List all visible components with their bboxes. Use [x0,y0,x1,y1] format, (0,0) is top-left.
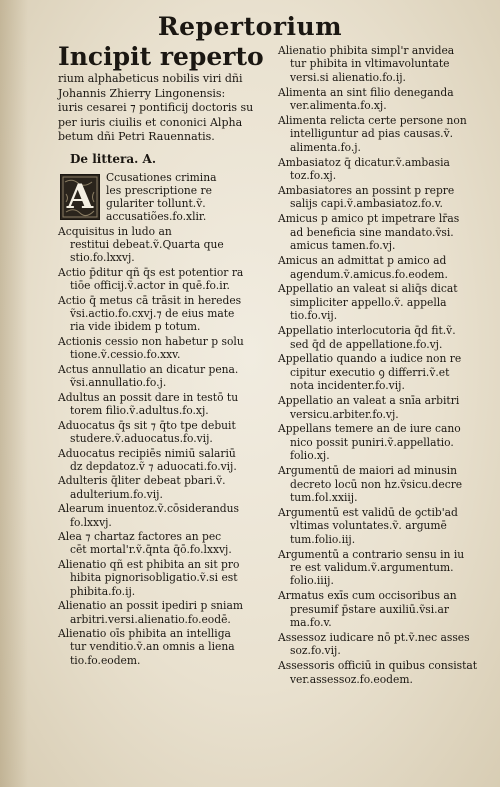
index-entry [278,44,484,84]
entry-line: tiōe officij.ṽ.actor in quē.fo.ir. [70,279,230,293]
decorated-initial [60,174,100,220]
entry-line: Alienatio an possit ipediri p sniam [58,599,243,613]
entry-line: intelliguntur ad pias causas.ṽ. [290,127,454,141]
entry-line: ad beneficia sine mandato.ṽsi. [290,225,454,239]
index-entry [58,171,270,224]
index-entry [278,589,484,629]
index-entry [58,294,270,334]
intro-line: rium alphabeticus nobilis viri dñi [58,72,243,85]
entry-line: Acquisitus in ludo an [58,224,172,238]
entry-line: Actionis cessio non habetur p solu [58,334,244,348]
entry-line: Actus annullatio an dicatur pena. [58,362,239,376]
left-entries [58,171,270,667]
index-entry [58,335,270,361]
entry-line: Alimenta relicta certe persone non [278,114,467,128]
entry-line: Alearum inuentoz.ṽ.cōsiderandus [58,502,240,516]
index-entry [278,548,484,588]
entry-line: Actio q̄ metus cā trāsit in heredes [58,293,242,307]
entry-line: Appellatio an valeat a snīa arbitri [278,394,460,408]
entry-line: re est validum.ṽ.argumentum. [290,561,454,575]
entry-line: tum.fol.xxiij. [290,491,358,504]
entry-line: Alea ⁊ chartaz factores an pec [58,530,222,544]
entry-line: Appellatio an valeat si aliq̄s dicat [278,282,458,296]
entry-line: tum.folio.iij. [290,532,356,546]
right-entries [278,44,484,686]
entry-line: Alienatio phibita simpl'r anvidea [278,44,455,57]
incipit-intro [58,72,270,145]
index-entry [58,266,270,292]
entry-line: Ambasiatoz q̄ dicatur.ṽ.ambasia [278,155,450,169]
index-entry [58,363,270,389]
entry-line: Armatus exīs cum occisoribus an [278,589,457,603]
entry-line: simpliciter appello.ṽ. appella [290,295,447,309]
index-entry [278,506,484,546]
index-entry [278,254,484,281]
intro-line: betum dñi Petri Rauennatis. [58,130,215,143]
entry-line: ver.assessoz.fo.eodem. [290,672,413,686]
entry-line: toz.fo.xj. [290,169,337,183]
entry-line: cēt mortal'r.ṽ.q̄nta q̄ō.fo.lxxvj. [70,543,232,557]
index-entry [278,464,484,504]
entry-line: versi.si alienatio.fo.ij. [290,70,406,84]
index-entry [278,631,484,658]
entry-line: tur venditio.ṽ.an omnis a liena [70,640,235,654]
entry-line: tio.fo.vij. [290,309,338,323]
entry-line: amicus tamen.fo.vj. [290,239,396,253]
entry-line: folio.xj. [290,449,330,463]
entry-line: Ambasiatores an possint p repre [278,184,455,198]
section-heading: De littera. A. [70,151,156,166]
entry-line: decreto locū non hz.ṽsicu.decre [290,477,463,491]
entry-line: soz.fo.vij. [290,644,341,658]
index-entry [58,530,270,556]
index-entry [58,419,270,445]
entry-line: nico possit puniri.ṽ.appellatio. [290,435,454,449]
entry-line: Aduocatus q̄s sit ⁊ q̄to tpe debuit [58,418,236,432]
entry-line: ria vide ibidem p totum. [70,320,201,334]
running-head: Repertorium [157,12,343,41]
entry-line: tur phibita in vltimavoluntate [290,57,450,71]
index-entry [278,659,484,686]
entry-line: Assessoz iudicare nō pt.ṽ.nec asses [278,631,470,645]
index-entry [278,114,484,154]
index-entry [278,184,484,211]
index-entry [278,422,484,462]
index-entry [278,394,484,421]
entry-line: Appellatio quando a iudice non re [278,352,462,366]
entry-line: vltimas voluntates.ṽ. argumē [290,519,447,533]
entry-line: ver.alimenta.fo.xj. [290,99,387,113]
entry-line: fo.lxxvj. [70,515,112,529]
entry-line: Alimenta an sint filio deneganda [278,85,454,99]
entry-line: salijs capi.ṽ.ambasiatoz.fo.v. [290,197,443,211]
initial-letter: A [66,176,94,217]
entry-line: presumif p̄stare auxiliū.ṽsi.ar [290,602,450,616]
entry-line: les prescriptione re [106,183,212,197]
index-entry [278,212,484,252]
entry-line: Argumentū est validū de ꝯctib'ad [278,505,458,519]
index-entry [278,86,484,113]
index-entry [58,627,270,667]
entry-line: gulariter tollunt.ṽ. [106,196,206,210]
index-entry [58,391,270,417]
entry-line: studere.ṽ.aduocatus.fo.vij. [70,431,213,445]
index-entry [58,502,270,528]
entry-line: cipitur executio ꝯ differri.ṽ.et [290,365,450,379]
entry-line: versicu.arbiter.fo.vj. [290,407,399,421]
entry-line: restitui debeat.ṽ.Quarta que [70,238,224,252]
entry-line: adulterium.fo.vij. [70,487,163,501]
index-entry [58,225,270,265]
intro-line: per iuris ciuilis et cononici Alpha [58,115,243,129]
entry-line: Aduocatus recipiēs nimiū salariū [58,446,236,460]
index-entry [278,352,484,392]
entry-line: arbitri.versi.alienatio.fo.eodē. [70,612,231,626]
entry-line: accusatiões.fo.xlir. [106,210,207,224]
entry-line: Amicus an admittat p amico ad [278,254,447,268]
entry-line: Actio p̄ditur qñ q̄s est potentior ra [58,265,244,279]
entry-line: Adultus an possit dare in testō tu [58,390,239,404]
index-entry [278,282,484,322]
entry-line: tione.ṽ.cessio.fo.xxv. [70,348,181,362]
intro-line: Johannis Zhierry Lingonensis: [58,86,226,100]
entry-line: dz depdatoz.ṽ ⁊ aduocati.fo.vij. [70,459,237,473]
entry-line: Argumentū a contrario sensu in iu [278,547,465,561]
entry-line: Appellans temere an de iure cano [278,422,461,436]
index-entry [58,558,270,598]
entry-line: sed q̄d de appellatione.fo.vj. [290,337,443,351]
index-entry [58,599,270,625]
entry-line: Argumentū de maiori ad minusin [278,464,458,478]
entry-line: phibita.fo.ij. [70,584,136,598]
entry-line: nota incidenter.fo.vij. [290,379,405,393]
entry-line: ṽsi.actio.fo.cxvj.⁊ de eius mate [70,307,235,321]
entry-line: hibita pignorisobligatio.ṽ.si est [70,571,238,585]
entry-line: tio.fo.eodem. [70,653,141,667]
entry-line: Alienatio oīs phibita an intelliga [58,627,231,641]
entry-line: folio.iiij. [290,574,334,588]
entry-line: Appellatio interlocutoria q̄d fit.ṽ. [278,324,456,338]
index-entry [58,447,270,473]
entry-line: Adulteris q̄liter debeat pbari.ṽ. [58,474,226,488]
entry-line: ṽsi.annullatio.fo.j. [70,376,167,390]
entry-line: alimenta.fo.j. [290,140,361,154]
entry-line: Amicus p amico pt impetrare lr̄as [278,212,460,226]
entry-line: torem filio.ṽ.adultus.fo.xj. [70,403,209,417]
index-entry [58,474,270,500]
entry-line: ma.fo.v. [290,616,332,630]
margin-stain [0,0,28,787]
entry-line: stio.fo.lxxvj. [70,251,135,265]
index-entry [278,156,484,183]
entry-line: Assessoris officiū in quibus consistat [278,659,478,673]
entry-line: agendum.ṽ.amicus.fo.eodem. [290,267,448,281]
left-column [58,44,270,668]
right-column [278,44,484,688]
entry-line: Alienatio qñ est phibita an sit pro [58,558,240,572]
index-entry [278,324,484,351]
intro-line: iuris cesarei ⁊ pontificij doctoris su [58,101,254,114]
entry-line: Ccusationes crimina [106,170,217,184]
incipit-title: Incipit reperto [58,42,264,71]
